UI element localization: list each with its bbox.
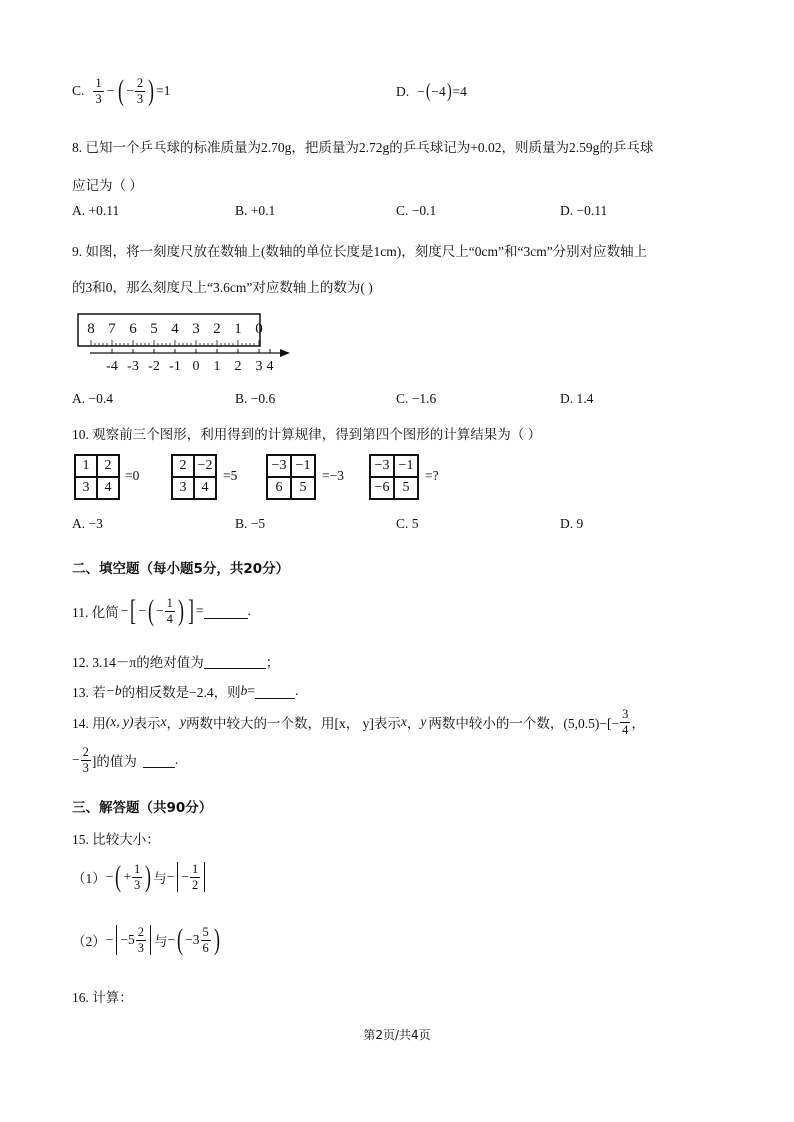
q10-option-c: C. 5 — [396, 516, 419, 531]
period: . — [295, 683, 299, 698]
grid-cell: −3 — [267, 455, 291, 477]
axis-ticks — [112, 349, 270, 353]
q8-line1: 8. 已知一个乒乓球的标准质量为2.70g，把质量为2.72g的乒乓球记为+0.02，则质量为2.59g的乒乓球 — [72, 140, 654, 155]
q15-title: 15. 比较大小： — [72, 832, 160, 847]
ruler-label: 2 — [213, 321, 221, 337]
math-pair: (x, y) — [105, 714, 134, 729]
grid-cell: −6 — [370, 477, 394, 499]
q15-part-1 — [72, 862, 208, 892]
grid-cell: −1 — [291, 455, 315, 477]
minus-sign: − — [417, 83, 425, 99]
grid-cell: 5 — [291, 477, 315, 499]
q10-figure-4 — [369, 454, 419, 500]
period: . — [174, 752, 179, 767]
q11 — [72, 596, 251, 626]
punctuation: ； — [265, 655, 280, 670]
ruler-label: 4 — [171, 321, 179, 337]
grid-cell: 4 — [194, 477, 216, 499]
question-text: 表示 — [373, 716, 401, 731]
grid-cell: 1 — [75, 455, 97, 477]
q7-option-c — [72, 76, 171, 106]
axis-label: 3 — [255, 359, 263, 374]
left-paren: ( — [425, 80, 431, 102]
math-variable: x — [160, 714, 167, 729]
question-prefix: 14. 用 — [72, 716, 106, 731]
ruler-label: 3 — [192, 321, 200, 337]
q10-figure-1 — [74, 454, 120, 500]
grid-cell: 3 — [75, 477, 97, 499]
q9-line2: 的3和0，那么刻度尺上“3.6cm”对应数轴上的数为( ) — [72, 280, 373, 295]
axis-label: 2 — [234, 359, 242, 374]
q10-line: 10. 观察前三个图形，利用得到的计算规律，得到第四个图形的计算结果为（ ） — [72, 427, 542, 442]
minus-sign: − — [126, 83, 134, 98]
separator: ， — [631, 716, 645, 731]
option-label: C. — [72, 83, 85, 98]
ruler-label: 7 — [108, 321, 116, 337]
left-paren: ( — [148, 594, 154, 627]
answer-blank[interactable] — [143, 753, 175, 768]
minus-sign: − — [72, 752, 80, 767]
grid-cell: 5 — [394, 477, 418, 499]
axis-label: -4 — [106, 359, 118, 374]
abs-bar — [177, 862, 178, 892]
q9-line1: 9. 如图，将一刻度尺放在数轴上(数轴的单位长度是1cm)，刻度尺上“0cm”和“3cm”分别对应数轴上 — [72, 244, 648, 259]
question-text: 两数中较大的一个数，用 — [185, 716, 335, 731]
q9-option-b: B. −0.6 — [235, 391, 276, 406]
mixed-number-whole: −3 — [185, 932, 200, 947]
minus-sign: − — [181, 869, 189, 884]
arrow-icon — [280, 349, 290, 357]
fraction: $\frac{1}{3}$ — [134, 862, 141, 892]
grid-cell: −2 — [194, 455, 216, 477]
answer-blank[interactable] — [204, 604, 248, 619]
grid-cell: 6 — [267, 477, 291, 499]
q8-option-b: B. +0.1 — [235, 203, 276, 218]
period: . — [247, 603, 251, 618]
axis-label: -3 — [127, 359, 139, 374]
q12 — [72, 651, 279, 671]
fraction: $\frac{3}{4}$ — [622, 707, 629, 737]
grid-cell: 2 — [172, 455, 194, 477]
q10-option-b: B. −5 — [235, 516, 266, 531]
axis-label: 4 — [266, 359, 274, 374]
question-prefix: 13. 若 — [72, 685, 106, 700]
q9-option-d: D. 1.4 — [560, 391, 594, 406]
fraction: $\frac{2}{3}$ — [136, 76, 144, 106]
q8-line2: 应记为（ ） — [72, 178, 143, 193]
right-paren: ) — [446, 80, 452, 102]
minus-sign: − — [120, 603, 129, 618]
question-text: 表示 — [133, 716, 161, 731]
left-bracket: [ — [130, 594, 137, 627]
conjunction: 与 — [154, 934, 168, 949]
abs-bar — [150, 925, 151, 955]
equals-value: =4 — [452, 83, 467, 99]
equals-value: =1 — [156, 83, 171, 98]
separator: ， — [406, 716, 421, 731]
left-paren: ( — [177, 923, 184, 956]
fraction: $\frac{1}{2}$ — [192, 862, 199, 892]
separator: ， — [166, 716, 180, 731]
inner-value: −4 — [431, 83, 446, 99]
grid-cell: −3 — [370, 455, 394, 477]
q10-option-a: A. −3 — [72, 516, 103, 531]
q9-option-a: A. −0.4 — [72, 391, 113, 406]
grid-cell: 2 — [97, 455, 119, 477]
right-paren: ) — [145, 860, 152, 893]
question-text: 的相反数是−2.4，则 — [121, 685, 241, 700]
q16-title: 16. 计算： — [72, 990, 133, 1005]
q14-line2 — [72, 746, 178, 774]
q10-result-1: =0 — [125, 468, 140, 483]
page-footer: 第2页/共4页 — [363, 1028, 431, 1042]
minus-sign: − — [166, 869, 175, 884]
q10-figure-2 — [171, 454, 217, 500]
right-paren: ) — [148, 74, 155, 107]
grid-cell: 3 — [172, 477, 194, 499]
equals-sign: = — [247, 683, 255, 698]
conjunction: 与 — [153, 871, 167, 886]
math-variable: y — [179, 714, 186, 729]
q10-option-d: D. 9 — [560, 516, 584, 531]
ruler-label: 5 — [150, 321, 158, 337]
right-paren: ) — [213, 923, 220, 956]
ruler-label: 0 — [255, 321, 263, 337]
question-prefix: 11. 化简 — [72, 605, 119, 620]
q10-figure-3 — [266, 454, 316, 500]
q10-result-2: =5 — [223, 468, 238, 483]
section-heading-solve: 三、解答题（共90分） — [72, 800, 213, 816]
left-paren: ( — [118, 74, 125, 107]
q7-option-d — [396, 80, 467, 103]
ruler-label: 1 — [234, 321, 242, 337]
q8-option-d: D. −0.11 — [560, 203, 608, 218]
grid-cell: 4 — [97, 477, 119, 499]
minus-sign: − — [105, 932, 114, 947]
left-paren: ( — [115, 860, 122, 893]
q8-option-a: A. +0.11 — [72, 203, 120, 218]
q10-result-3: =−3 — [322, 468, 344, 483]
section-heading-fill-in: 二、填空题（每小题5分，共20分） — [72, 561, 290, 577]
ruler-label: 8 — [87, 321, 95, 337]
equals-sign: = — [195, 603, 204, 618]
axis-label: 1 — [213, 359, 221, 374]
abs-bar — [204, 862, 205, 892]
math-bracket-pair: [x， y] — [334, 716, 374, 731]
q9-option-c: C. −1.6 — [396, 391, 437, 406]
axis-label: -2 — [148, 359, 160, 374]
minus-sign: − — [167, 932, 176, 947]
q13 — [72, 681, 298, 701]
minus-sign: − — [106, 83, 115, 98]
ruler-number-line-figure — [72, 310, 302, 376]
answer-blank[interactable] — [255, 684, 295, 699]
plus-sign: + — [123, 869, 131, 884]
fraction: $\frac{2}{3}$ — [82, 745, 89, 775]
fraction: $\frac{1}{4}$ — [166, 596, 173, 626]
fraction: $\frac{5}{6}$ — [202, 925, 209, 955]
axis-label: -1 — [169, 359, 181, 374]
math-variable: b — [240, 683, 248, 698]
minus-sign: − — [156, 603, 164, 618]
grid-cell: −1 — [394, 455, 418, 477]
abs-bar — [116, 925, 117, 955]
right-bracket: ] — [187, 594, 194, 627]
right-paren: ) — [177, 594, 184, 627]
math-variable: x — [400, 714, 407, 729]
q10-result-4: =? — [425, 468, 439, 483]
part-label: （1） — [72, 871, 106, 886]
fraction: $\frac{1}{3}$ — [95, 76, 102, 106]
question-text: ]的值为 — [91, 754, 137, 769]
axis-label: 0 — [192, 359, 200, 374]
answer-blank[interactable] — [204, 654, 266, 669]
math-expression: −b — [105, 683, 122, 698]
ruler-label: 6 — [129, 321, 137, 337]
q14-line1 — [72, 708, 645, 736]
minus-sign: − — [138, 603, 146, 618]
option-label: D. — [396, 83, 410, 99]
minus-sign: − — [105, 869, 114, 884]
fraction: $\frac{2}{3}$ — [137, 925, 144, 955]
q15-part-2 — [72, 925, 222, 955]
question-text: 两数中较小的一个数，(5,0.5)−[− — [428, 716, 620, 731]
question-text: 12. 3.14－π的绝对值为 — [72, 655, 204, 670]
ruler-body — [78, 314, 260, 346]
mixed-number-whole: −5 — [120, 932, 135, 947]
part-label: （2） — [72, 934, 106, 949]
q8-option-c: C. −0.1 — [396, 203, 437, 218]
math-variable: y — [420, 714, 427, 729]
